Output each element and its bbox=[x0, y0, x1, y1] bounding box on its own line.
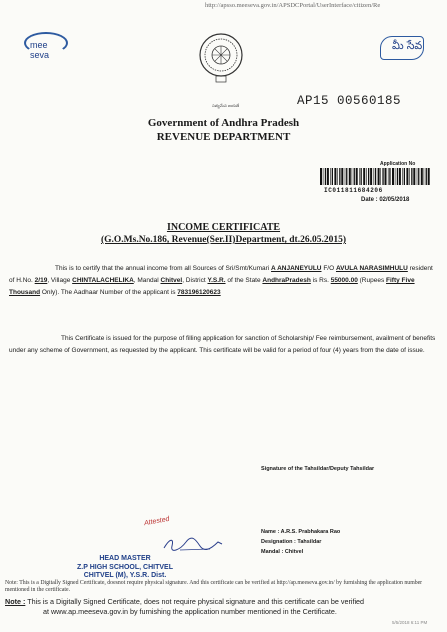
meeseva-logo-text: mee seva bbox=[30, 40, 50, 60]
income-amount-words: Fifty Five Thousand bbox=[9, 277, 415, 296]
mandal-name: Chitvel bbox=[160, 277, 183, 284]
print-timestamp: 5/5/2018 6:11 PM bbox=[392, 620, 428, 625]
emblem-motto: సత్యమేవ జయతే bbox=[212, 103, 240, 108]
signatory-details bbox=[261, 527, 340, 557]
signatory-name: Name : A.R.S. Prabhakara Rao bbox=[261, 529, 341, 535]
signatory-mandal: Mandal : Chitvel bbox=[261, 549, 304, 555]
tahsildar-signature-label: Signature of the Tahsildar/Deputy Tahsildar bbox=[261, 466, 375, 472]
government-heading: Government of Andhra Pradesh bbox=[147, 117, 300, 129]
browser-url: http://apsso.meeseva.gov.in/APSDCPortal/UserInterface/citizen/Re bbox=[205, 2, 381, 9]
verification-note: Note : This is a Digitally Signed Certificate, does not require physical signature and this certificate can be verified at www.ap.meeseva.gov.in by furnishing the application number mentioned in the Certificate. bbox=[5, 597, 365, 616]
state-emblem-icon bbox=[195, 31, 247, 87]
go-reference: (G.O.Ms.No.186, Revenue(Ser.II)Department, dt.26.05.2015) bbox=[100, 235, 347, 245]
applicant-name: A ANJANEYULU bbox=[271, 265, 322, 272]
attested-handwriting: Attested bbox=[143, 515, 171, 528]
certificate-serial-number: AP15 00560185 bbox=[297, 94, 402, 108]
application-number-label: Application No bbox=[380, 161, 416, 167]
purpose-paragraph: This Certificate is issued for the purpose of filling application for sanction of Scholarship/ Fee reimbursement, availment of benefits under any scheme of Government, as requested by the applicant. This certificate will be valid for a period of four (4) years from the date of issue. bbox=[9, 335, 436, 354]
handwritten-signature-icon bbox=[160, 536, 226, 554]
state-name: AndhraPradesh bbox=[262, 277, 311, 284]
certificate-title: INCOME CERTIFICATE bbox=[166, 222, 281, 233]
certification-paragraph: This is to certify that the annual income from all Sources of Sri/Smt/Kumari A ANJANEYULU F/O AVULA NARASIMHULU resident of H.No. 2/19, Village CHINTALACHELIKA, Mandal Chitvel, District Y.S.R. of the State AndhraPradesh is Rs. 55000.00 (Rupees Fifty Five Thousand Only). The Aadhaar Number of the applicant is 783196120623 bbox=[9, 265, 433, 296]
application-number: IC011811684206 bbox=[324, 187, 383, 194]
meeseva-telugu-logo bbox=[380, 36, 424, 60]
barcode-icon bbox=[320, 168, 432, 185]
aadhaar-number: 783196120623 bbox=[177, 289, 221, 296]
village-name: CHINTALACHELIKA bbox=[72, 277, 134, 284]
meeseva-logo bbox=[24, 32, 68, 60]
department-heading: REVENUE DEPARTMENT bbox=[156, 131, 291, 143]
district-name: Y.S.R. bbox=[207, 277, 226, 284]
house-number: 2/19 bbox=[34, 277, 48, 284]
issue-date: Date : 02/05/2018 bbox=[361, 197, 410, 203]
telugu-logo-text: మీ సేవ bbox=[392, 40, 423, 52]
verification-note-small: Note: This is a Digitally Signed Certificate, doesnot require physical signature. And this certificate can be verified at http://ap.meeseva.gov.in/ by furnishing the application number mentioned in the certificate. bbox=[5, 580, 423, 593]
income-amount: 55000.00 bbox=[330, 277, 358, 284]
signatory-designation: Designation : Tahsildar bbox=[261, 539, 322, 545]
father-name: AVULA NARASIMHULU bbox=[335, 265, 408, 272]
headmaster-stamp: HEAD MASTER Z.P HIGH SCHOOL, CHITVEL CHITVEL (M), Y.S.R. Dist. bbox=[77, 555, 173, 579]
